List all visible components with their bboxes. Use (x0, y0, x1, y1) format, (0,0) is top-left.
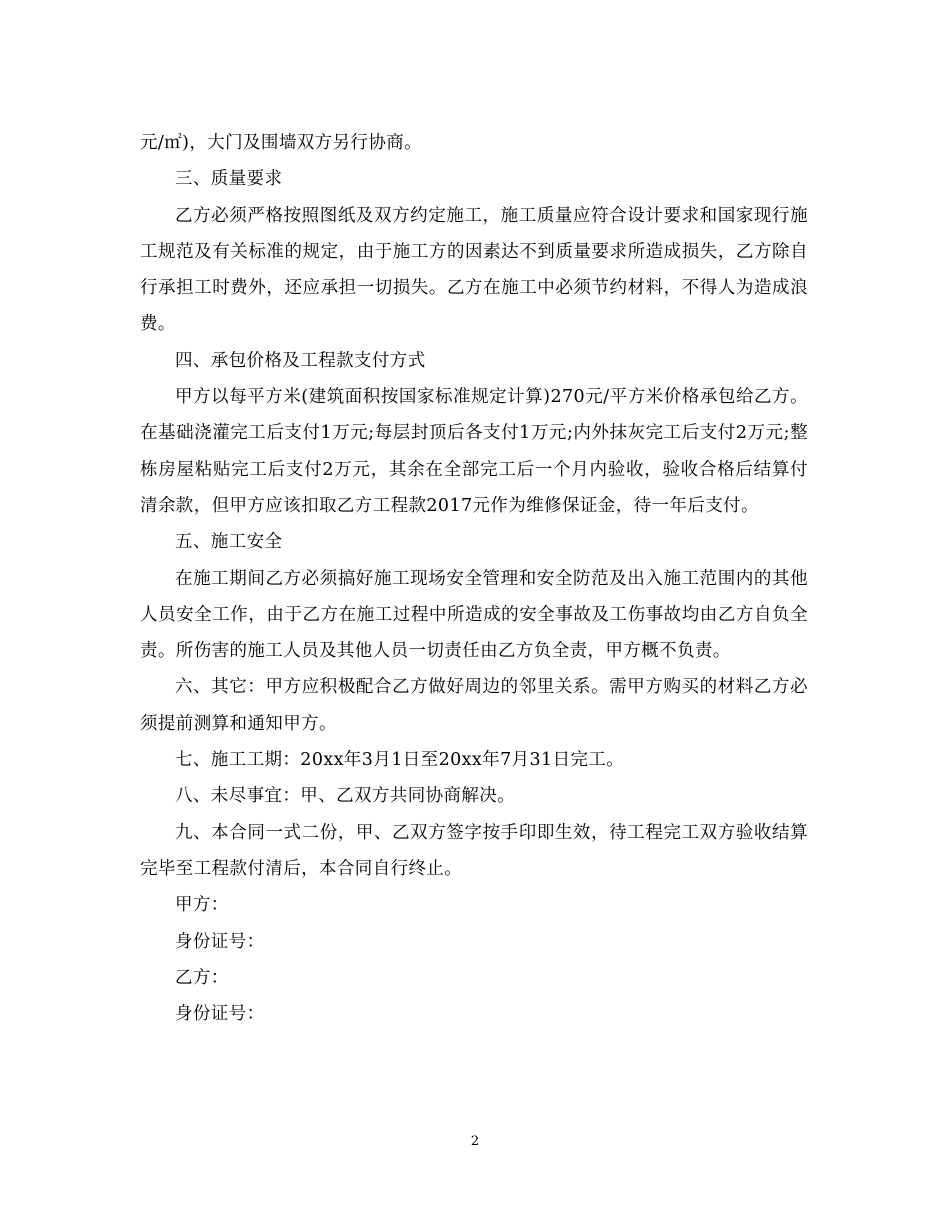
signature-party-b-label: 乙方： (175, 967, 229, 988)
paragraph-contract-copies: 九、本合同一式二份，甲、乙双方签字按手印即生效，待工程完工双方验收结算完毕至工程款付清后，本合同自行终止。 (140, 822, 808, 879)
paragraph-other-terms: 六、其它：甲方应积极配合乙方做好周边的邻里关系。需甲方购买的材料乙方必须提前测算和通知甲方。 (140, 677, 808, 734)
paragraph-payment-terms: 甲方以每平方米(建筑面积按国家标准规定计算)270元/平方米价格承包给乙方。在基础浇灌完工后支付1万元;每层封顶后各支付1万元;内外抹灰完工后支付2万元;整栋房屋粘贴完工后支付2万元，其余在全部完工后一个月内验收，验收合格后结算付清余款，但甲方应该扣取乙方工程款2017元作为维修保证金，待一年后支付。 (140, 387, 808, 516)
signature-party-b-id-label: 身份证号： (175, 1004, 265, 1025)
paragraph-construction-period: 七、施工工期：20xx年3月1日至20xx年7月31日完工。 (175, 750, 625, 771)
paragraph-construction-safety: 在施工期间乙方必须搞好施工现场安全管理和安全防范及出入施工范围内的其他人员安全工作，由于乙方在施工过程中所造成的安全事故及工伤事故均由乙方自负全责。所伤害的施工人员及其他人员一切责任由乙方负全责，甲方概不负责。 (140, 568, 808, 662)
signature-party-a-label: 甲方： (175, 895, 229, 916)
paragraph-unresolved-matters: 八、未尽事宜：甲、乙双方共同协商解决。 (175, 786, 516, 807)
document-body (140, 125, 808, 1032)
section-heading-quality: 三、质量要求 (175, 169, 283, 190)
page-number: 2 (470, 1134, 480, 1149)
paragraph-fence-continuation: 元/㎡)，大门及围墙双方另行协商。 (140, 133, 423, 153)
signature-party-a-id-label: 身份证号： (175, 931, 265, 952)
paragraph-quality-requirements: 乙方必须严格按照图纸及双方约定施工，施工质量应符合设计要求和国家现行施工规范及有关标准的规定，由于施工方的因素达不到质量要求所造成损失，乙方除自行承担工时费外，还应承担一切损失。乙方在施工中必须节约材料，不得人为造成浪费。 (140, 205, 808, 335)
section-heading-payment: 四、承包价格及工程款支付方式 (175, 350, 426, 371)
section-heading-safety: 五、施工安全 (175, 532, 283, 553)
